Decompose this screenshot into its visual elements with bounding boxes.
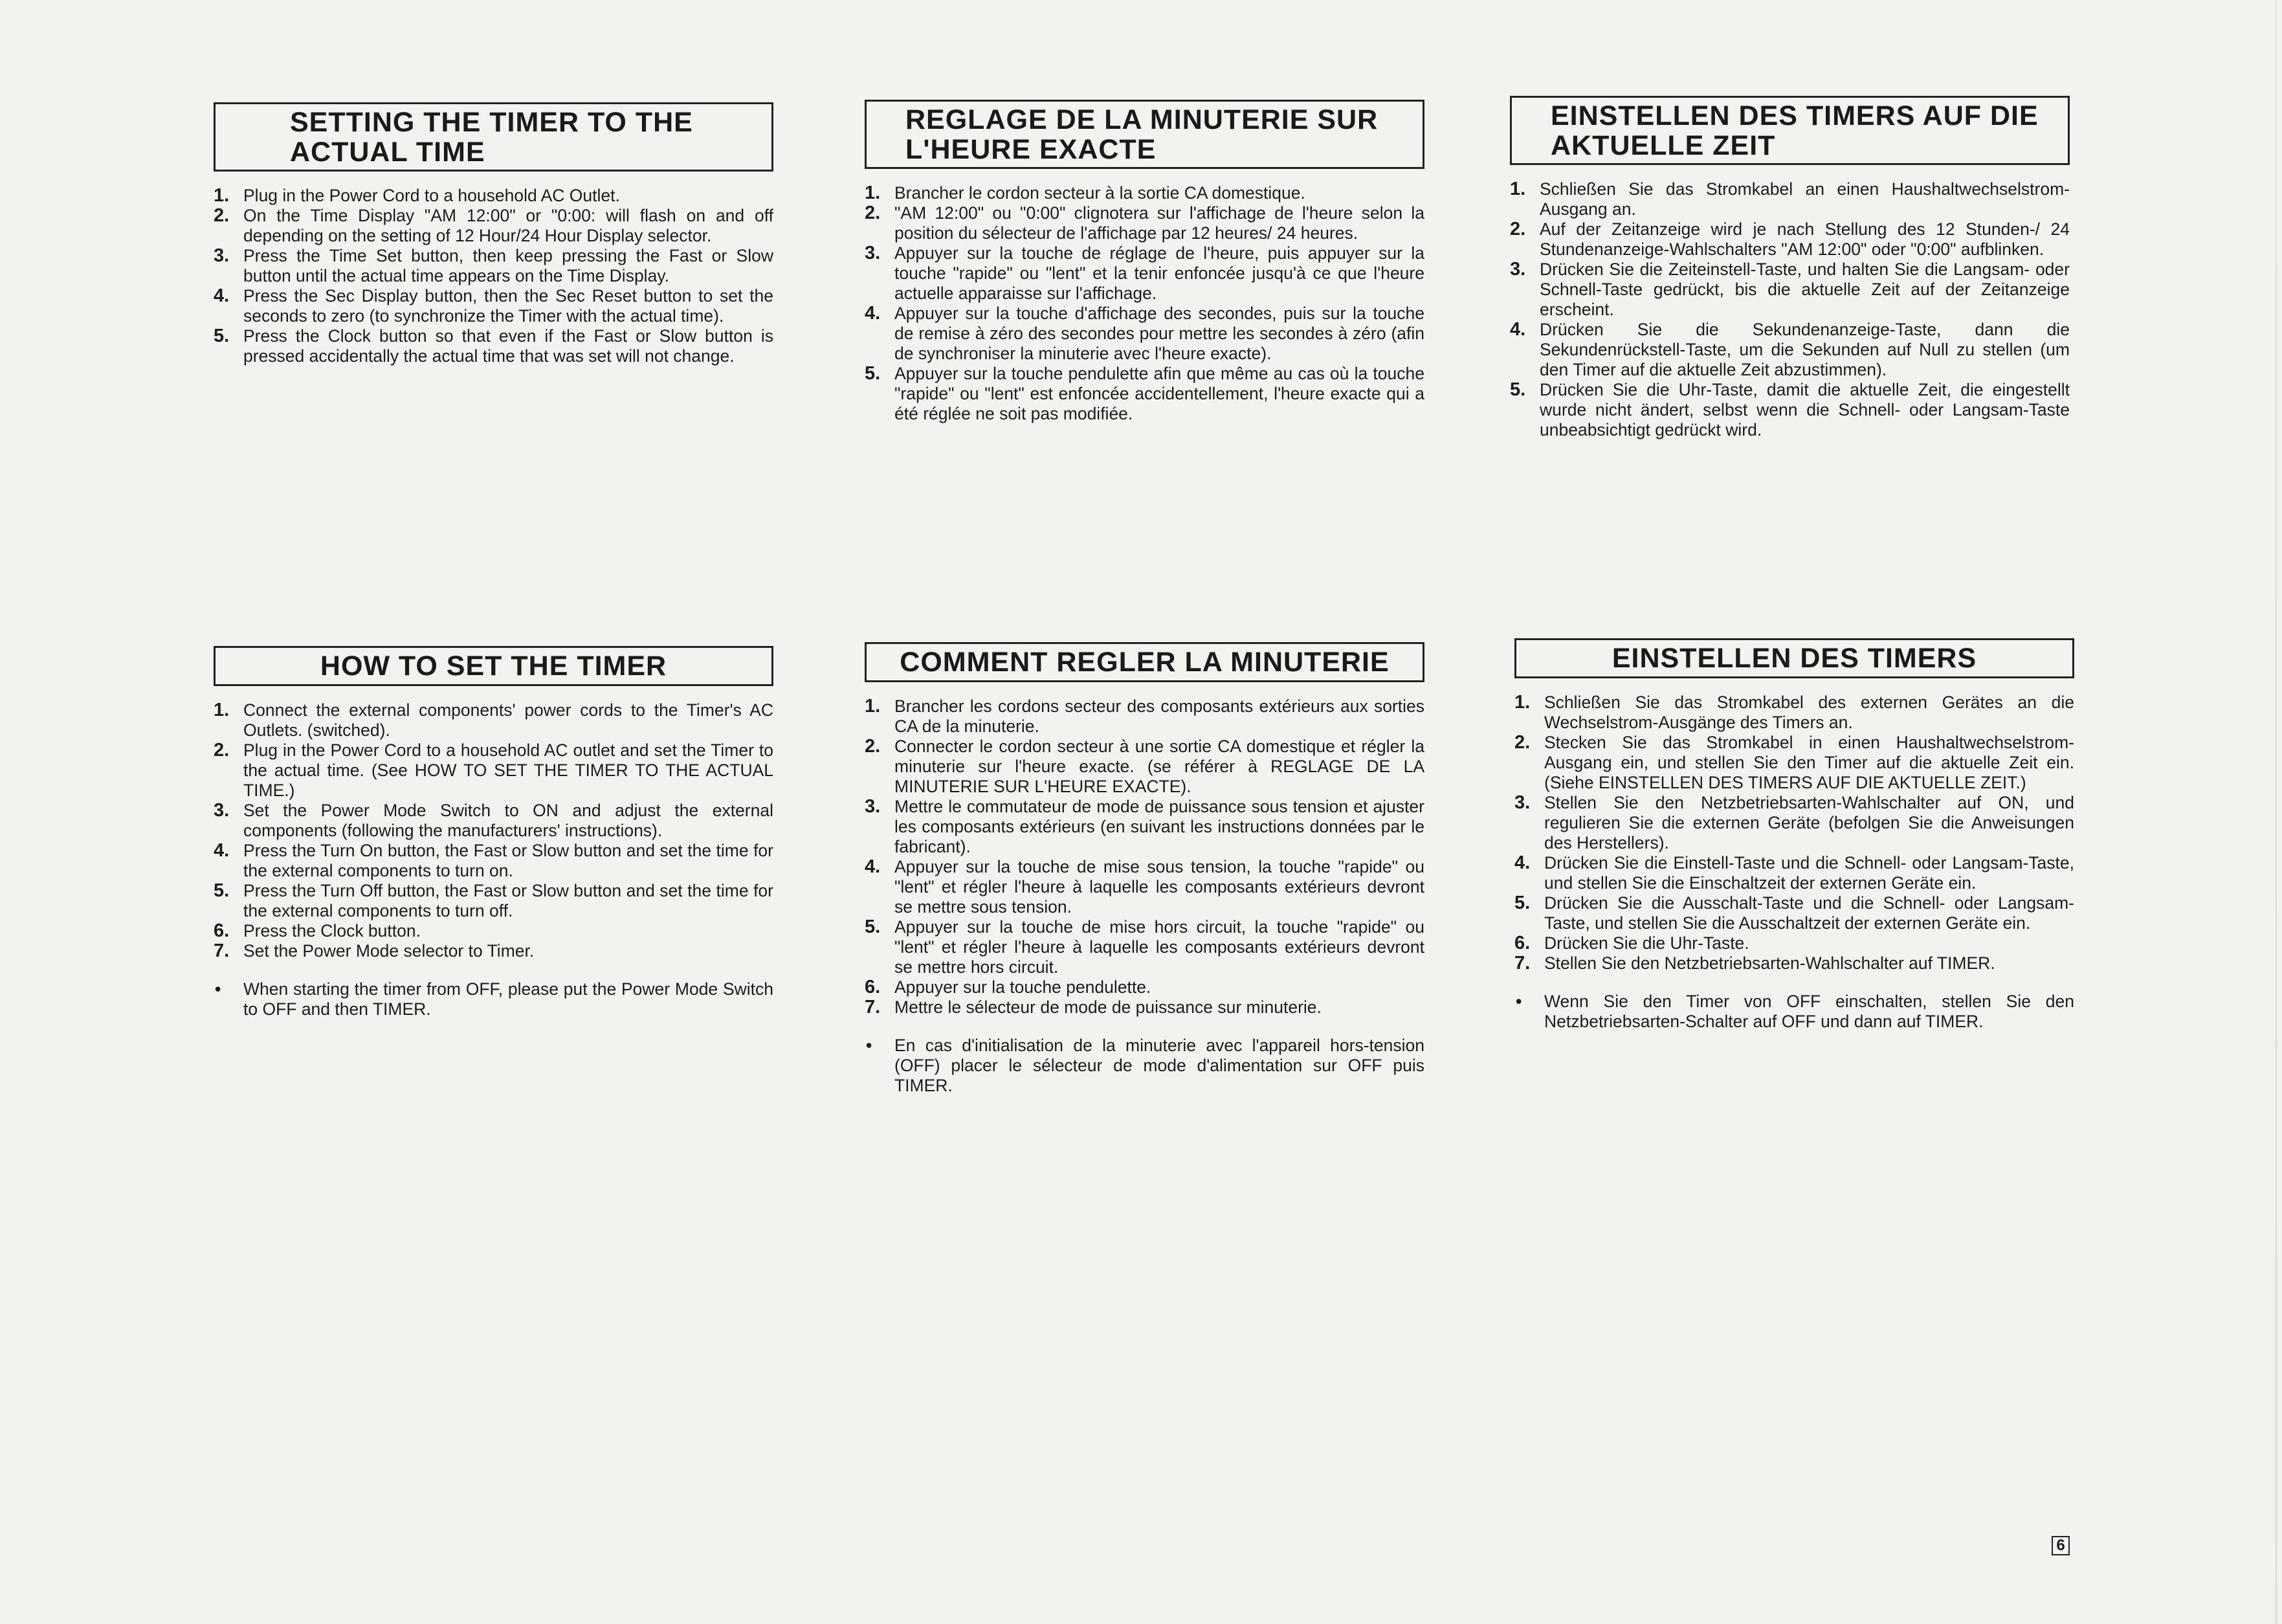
section-heading: EINSTELLEN DES TIMERS AUF DIE AKTUELLE ZEIT	[1510, 96, 2070, 165]
instruction-list	[214, 700, 773, 961]
note: • Wenn Sie den Timer von OFF einschalten, stellen Sie den Netzbetriebsarten-Schalter auf OFF und dann auf TIMER.	[1516, 991, 2074, 1031]
list-item: 2. "AM 12:00" ou "0:00" clignotera sur l'affichage de l'heure selon la position du sélecteur de l'affichage par 12 heures/ 24 heures.	[865, 203, 1424, 243]
list-item: 3. Appuyer sur la touche de réglage de l'heure, puis appuyer sur la touche "rapide" ou "lent" et la tenir enfoncée jusqu'à ce que l'heure actuelle apparaisse sur l'affichage.	[865, 243, 1424, 304]
list-item: 3. Mettre le commutateur de mode de puissance sous tension et ajuster les composants extérieurs (en suivant les instructions données par le fabricant).	[865, 795, 1424, 856]
bullet-icon: •	[215, 979, 221, 999]
list-item: 1. Plug in the Power Cord to a household AC Outlet.	[214, 185, 620, 206]
list-item: 2. On the Time Display "AM 12:00" or "0:00: will flash on and off depending on the setting of 12 Hour/24 Hour Display selector.	[214, 205, 773, 246]
list-item: 2. Plug in the Power Cord to a household AC outlet and set the Timer to the actual time. (See HOW TO SET THE TIMER TO THE ACTUAL TIME.)	[214, 739, 773, 800]
instruction-list	[865, 183, 1424, 424]
list-item: 4. Press the Sec Display button, then the Sec Reset button to set the seconds to zero (to synchronize the Timer with the actual time).	[214, 285, 773, 326]
list-item: 4. Drücken Sie die Einstell-Taste und die Schnell- oder Langsam-Taste, und stellen Sie die Einschaltzeit der externen Geräte ein.	[1514, 852, 2074, 893]
list-item: 5. Drücken Sie die Uhr-Taste, damit die aktuelle Zeit, die eingestellt wurde nicht ändert, selbst wenn die Schnell- oder Langsam-Taste unbeabsichtigt gedrückt wird.	[1510, 379, 2070, 440]
instruction-list	[865, 696, 1424, 1018]
list-item: 1. Brancher le cordon secteur à la sortie CA domestique.	[865, 183, 1305, 204]
list-item: 3. Drücken Sie die Zeiteinstell-Taste, und halten Sie die Langsam- oder Schnell-Taste gedrückt, bis die aktuelle Zeit auf der Zeitanzeige erscheint.	[1510, 259, 2070, 320]
list-item: 6. Press the Clock button.	[214, 920, 421, 941]
instruction-list	[214, 186, 773, 366]
section-heading: SETTING THE TIMER TO THE ACTUAL TIME	[214, 102, 773, 172]
list-item: 5. Appuyer sur la touche de mise hors circuit, la touche "rapide" ou "lent" et régler l'heure à laquelle les composants extérieurs devront se mettre hors circuit.	[865, 916, 1424, 977]
section-heading: EINSTELLEN DES TIMERS	[1514, 638, 2074, 678]
section-heading: COMMENT REGLER LA MINUTERIE	[865, 642, 1424, 682]
list-item: 2. Stecken Sie das Stromkabel in einen Haushaltwechselstrom-Ausgang ein, und stellen Sie den Timer auf die aktuelle Zeit ein. (Siehe EINSTELLEN DES TIMERS AUF DIE AKTUELLE ZEIT.)	[1514, 731, 2074, 792]
list-item: 3. Press the Time Set button, then keep pressing the Fast or Slow button until the actual time appears on the Time Display.	[214, 245, 773, 286]
list-item: 5. Press the Clock button so that even if the Fast or Slow button is pressed accidentally the actual time that was set will not change.	[214, 326, 773, 366]
note: • En cas d'initialisation de la minuterie avec l'appareil hors-tension (OFF) placer le sélecteur de mode d'alimentation sur OFF puis TIMER.	[866, 1035, 1424, 1095]
page-number: 6	[2052, 1536, 2070, 1555]
list-item: 3. Set the Power Mode Switch to ON and adjust the external components (following the manufacturers' instructions).	[214, 799, 773, 840]
section-einstellen-zeit-de	[1510, 96, 2070, 440]
list-item: 5. Appuyer sur la touche pendulette afin que même au cas où la touche "rapide" ou "lent" est enfoncée accidentellement, l'heure exacte qui a été réglée ne soit pas modifiée.	[865, 363, 1424, 424]
list-item: 2. Auf der Zeitanzeige wird je nach Stellung des 12 Stunden-/ 24 Stundenanzeige-Wahlschalters "AM 12:00" oder "0:00" aufblinken.	[1510, 219, 2070, 260]
list-item: 7. Stellen Sie den Netzbetriebsarten-Wahlschalter auf TIMER.	[1514, 952, 1995, 973]
list-item: 5. Drücken Sie die Ausschalt-Taste und die Schnell- oder Langsam-Taste, und stellen Sie die Ausschaltzeit der externen Geräte ein.	[1514, 892, 2074, 933]
list-item: 6. Appuyer sur la touche pendulette.	[865, 976, 1151, 997]
list-item: 4. Appuyer sur la touche de mise sous tension, la touche "rapide" ou "lent" et régler l'heure à laquelle les composants extérieurs devront se mettre sous tension.	[865, 856, 1424, 917]
instruction-list	[1514, 693, 2074, 973]
list-item: 7. Set the Power Mode selector to Timer.	[214, 940, 535, 961]
section-reglage-fr	[865, 100, 1424, 424]
list-item: 1. Schließen Sie das Stromkabel des externen Gerätes an die Wechselstrom-Ausgänge des Timers an.	[1514, 691, 2074, 732]
section-einstellen-timers-de	[1514, 638, 2074, 1032]
list-item: 4. Drücken Sie die Sekundenanzeige-Taste, dann die Sekundenrückstell-Taste, um die Sekunden auf Null zu stellen (um den Timer auf die aktuelle Zeit abzustimmen).	[1510, 319, 2070, 380]
section-setting-timer-en	[214, 102, 773, 366]
list-item: 1. Schließen Sie das Stromkabel an einen Haushaltwechselstrom-Ausgang an.	[1510, 179, 2070, 219]
section-heading: REGLAGE DE LA MINUTERIE SUR L'HEURE EXACTE	[865, 100, 1424, 169]
list-item: 1. Brancher les cordons secteur des composants extérieurs aux sorties CA de la minuterie.	[865, 695, 1424, 736]
list-item: 2. Connecter le cordon secteur à une sortie CA domestique et régler la minuterie sur l'heure exacte. (se référer à REGLAGE DE LA MINUTERIE SUR L'HEURE EXACTE).	[865, 735, 1424, 796]
list-item: 7. Mettre le sélecteur de mode de puissance sur minuterie.	[865, 996, 1322, 1018]
section-how-to-set-en	[214, 646, 773, 1019]
list-item: 1. Connect the external components' power cords to the Timer's AC Outlets. (switched).	[214, 699, 773, 740]
list-item: 5. Press the Turn Off button, the Fast or Slow button and set the time for the external components to turn off.	[214, 880, 773, 920]
list-item: 6. Drücken Sie die Uhr-Taste.	[1514, 932, 1749, 953]
bullet-icon: •	[1516, 991, 1522, 1011]
instruction-list	[1510, 179, 2070, 440]
section-heading: HOW TO SET THE TIMER	[214, 646, 773, 686]
list-item: 3. Stellen Sie den Netzbetriebsarten-Wahlschalter auf ON, und regulieren Sie die externen Geräte (befolgen Sie die Anweisungen des Herstellers).	[1514, 792, 2074, 852]
page-edge	[2276, 0, 2277, 1624]
list-item: 4. Press the Turn On button, the Fast or Slow button and set the time for the external components to turn on.	[214, 840, 773, 880]
list-item: 4. Appuyer sur la touche d'affichage des secondes, puis sur la touche de remise à zéro des secondes pour mettre les secondes à zéro (afin de synchroniser la minuterie avec l'heure exacte).	[865, 303, 1424, 364]
section-comment-regler-fr	[865, 642, 1424, 1096]
bullet-icon: •	[866, 1035, 872, 1055]
note: • When starting the timer from OFF, please put the Power Mode Switch to OFF and then TIMER.	[215, 979, 773, 1019]
